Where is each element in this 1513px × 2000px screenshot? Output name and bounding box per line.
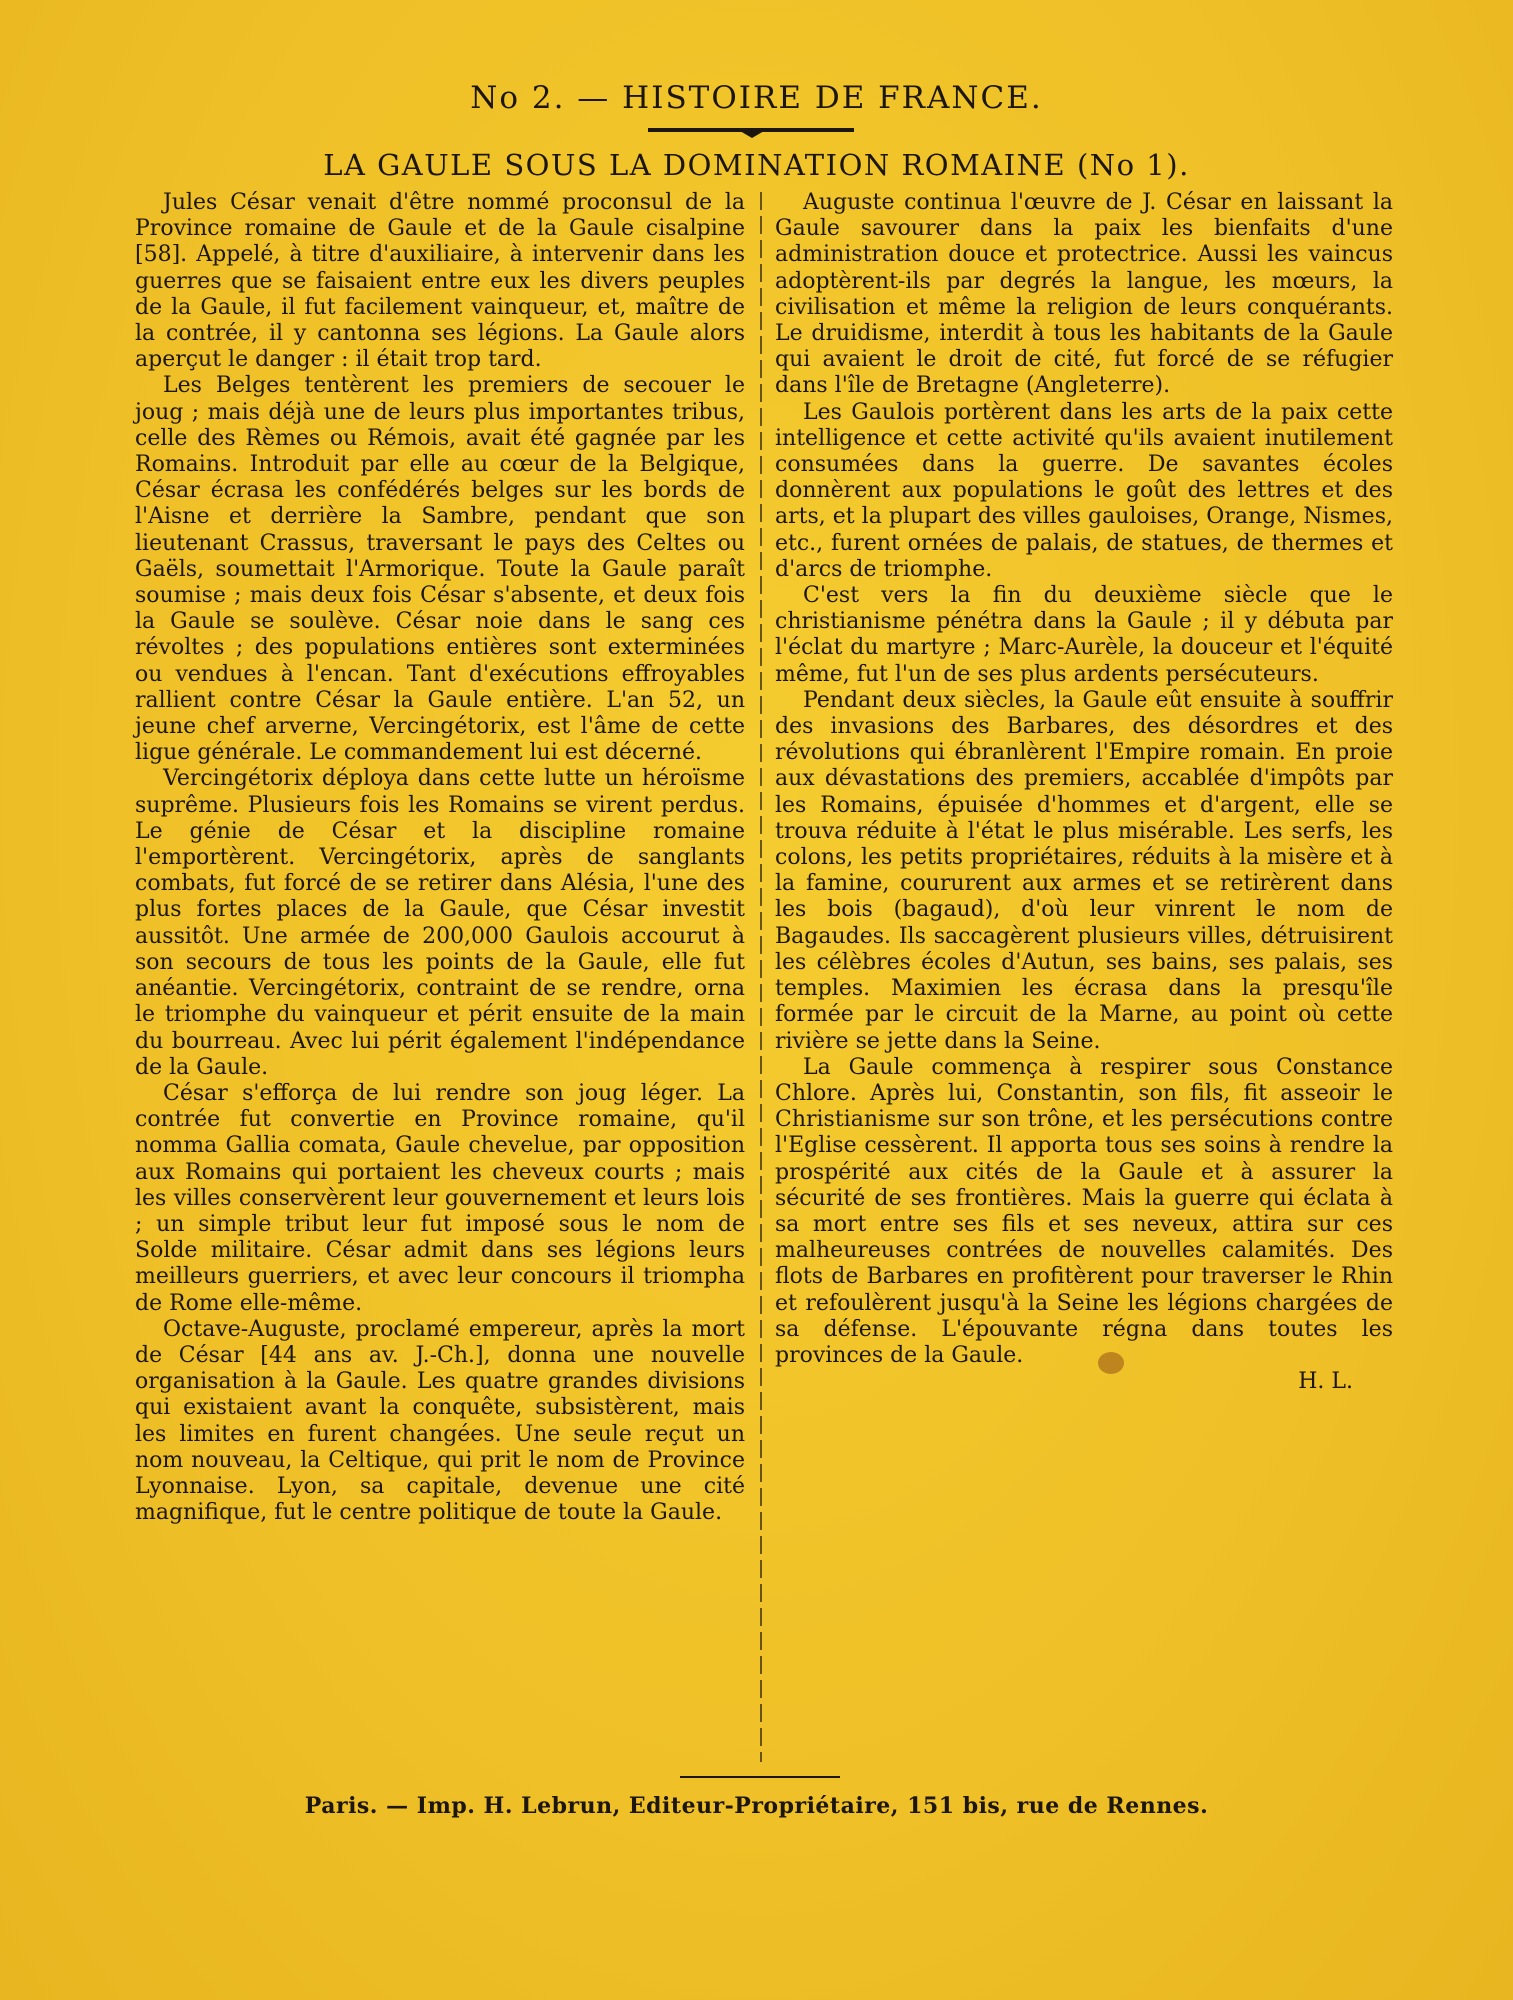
footer-rule (680, 1776, 840, 1778)
imprint-footer: Paris. — Imp. H. Lebrun, Editeur-Propriétaire, 151 bis, rue de Rennes. (304, 1793, 1209, 1819)
paragraph: Pendant deux siècles, la Gaule eût ensuite à souffrir des invasions des Barbares, des désordres et des révolutions qui ébranlèrent l'Empire romain. En proie aux dévastations des premiers, accablée d'impôts par les Romains, épuisée d'hommes et d'argent, elle se trouva réduite à l'état le plus misérable. Les serfs, les colons, les petits propriétaires, réduits à la misère et à la famine, coururent aux armes et se retirèrent dans les bois (bagaud), d'où leur vinrent le nom de Bagaudes. Ils saccagèrent plusieurs villes, détruisirent les célèbres écoles d'Autun, ses bains, ses palais, ses temples. Maximien les écrasa dans la presqu'île formée par le circuit de la Marne, au point où cette rivière se jette dans la Seine. (775, 687, 1393, 1054)
page-header: No 2. — HISTOIRE DE FRANCE. (470, 80, 1043, 116)
paragraph: Octave-Auguste, proclamé empereur, après la mort de César [44 ans av. J.-Ch.], donna une nouvelle organisation à la Gaule. Les quatre grandes divisions qui existaient avant la conquête, subsistèrent, mais les limites en furent changées. Une seule reçut un nom nouveau, la Celtique, qui prit le nom de Province Lyonnaise. Lyon, sa capitale, devenue une cité magnifique, fut le centre politique de toute la Gaule. (135, 1316, 745, 1526)
signature: H. L. (1298, 1369, 1353, 1395)
paragraph: Vercingétorix déploya dans cette lutte un héroïsme suprême. Plusieurs fois les Romains se virent perdus. Le génie de César et la discipline romaine l'emportèrent. Vercingétorix, après de sanglants combats, fut forcé de se retirer dans Alésia, l'une des plus fortes places de la Gaule, que César investit aussitôt. Une armée de 200,000 Gaulois accourut à son secours de tous les points de la Gaule, elle fut anéantie. Vercingétorix, contraint de se rendre, orna le triomphe du vainqueur et périt ensuite de la main du bourreau. Avec lui périt également l'indépendance de la Gaule. (135, 766, 745, 1080)
right-column (775, 190, 1393, 1395)
header-rule-ornament (740, 131, 764, 138)
article-title: LA GAULE SOUS LA DOMINATION ROMAINE (No 1). (323, 148, 1190, 182)
paragraph: Jules César venait d'être nommé proconsul de la Province romaine de Gaule et de la Gaule cisalpine [58]. Appelé, à titre d'auxiliaire, à intervenir dans les guerres que se faisaient entre eux les divers peuples de la Gaule, il fut facilement vainqueur, et, maître de la contrée, il y cantonna ses légions. La Gaule alors aperçut le danger : il était trop tard. (135, 190, 745, 373)
paragraph: Les Gaulois portèrent dans les arts de la paix cette intelligence et cette activité qu'ils avaient inutilement consumées dans la guerre. De savantes écoles donnèrent aux populations le goût des lettres et des arts, et la plupart des villes gauloises, Orange, Nismes, etc., furent ornées de palais, de statues, de thermes et d'arcs de triomphe. (775, 399, 1393, 582)
paragraph: Auguste continua l'œuvre de J. César en laissant la Gaule savourer dans la paix les bienfaits d'une administration douce et protectrice. Aussi les vaincus adoptèrent-ils par degrés la langue, les mœurs, la civilisation et même la religion de leurs conquérants. Le druidisme, interdit à tous les habitants de la Gaule qui avaient le droit de cité, fut forcé de se réfugier dans l'île de Bretagne (Angleterre). (775, 190, 1393, 399)
paragraph: C'est vers la fin du deuxième siècle que le christianisme pénétra dans la Gaule ; il y débuta par l'éclat du martyre ; Marc-Aurèle, la douceur et l'équité même, fut l'un de ses plus ardents persécuteurs. (775, 583, 1393, 687)
paper-stain (1098, 1352, 1124, 1374)
paragraph: Les Belges tentèrent les premiers de secouer le joug ; mais déjà une de leurs plus importantes tribus, celle des Rèmes ou Rémois, avait été gagnée par les Romains. Introduit par elle au cœur de la Belgique, César écrasa les confédérés belges sur les bords de l'Aisne et derrière la Sambre, pendant que son lieutenant Crassus, traversant le pays des Celtes ou Gaëls, soumettait l'Armorique. Toute la Gaule paraît soumise ; mais deux fois César s'absente, et deux fois la Gaule se soulève. César noie dans le sang ces révoltes ; des populations entières sont exterminées ou vendues à l'encan. Tant d'exécutions effroyables rallient contre César la Gaule entière. L'an 52, un jeune chef arverne, Vercingétorix, est l'âme de cette ligue générale. Le commandement lui est décerné. (135, 373, 745, 766)
left-column (135, 190, 745, 1526)
paragraph: César s'efforça de lui rendre son joug léger. La contrée fut convertie en Province romaine, qu'il nomma Gallia comata, Gaule chevelue, par opposition aux Romains qui portaient les cheveux courts ; mais les villes conservèrent leur gouvernement et leurs lois ; un simple tribut leur fut imposé sous le nom de Solde militaire. César admit dans ses légions leurs meilleurs guerriers, et avec leur concours il triompha de Rome elle-même. (135, 1080, 745, 1316)
paragraph: La Gaule commença à respirer sous Constance Chlore. Après lui, Constantin, son fils, fit asseoir le Christianisme sur son trône, et les persécutions contre l'Eglise cessèrent. Il apporta tous ses soins à rendre la prospérité aux cités de la Gaule et à assurer la sécurité de ses frontières. Mais la guerre qui éclata à sa mort entre ses fils et ses neveux, attira sur ces malheureuses contrées de nouvelles calamités. Des flots de Barbares en profitèrent pour traverser le Rhin et refoulèrent jusqu'à la Seine les légions chargées de sa défense. L'épouvante régna dans toutes les provinces de la Gaule. (775, 1054, 1393, 1368)
column-divider (760, 192, 762, 1762)
